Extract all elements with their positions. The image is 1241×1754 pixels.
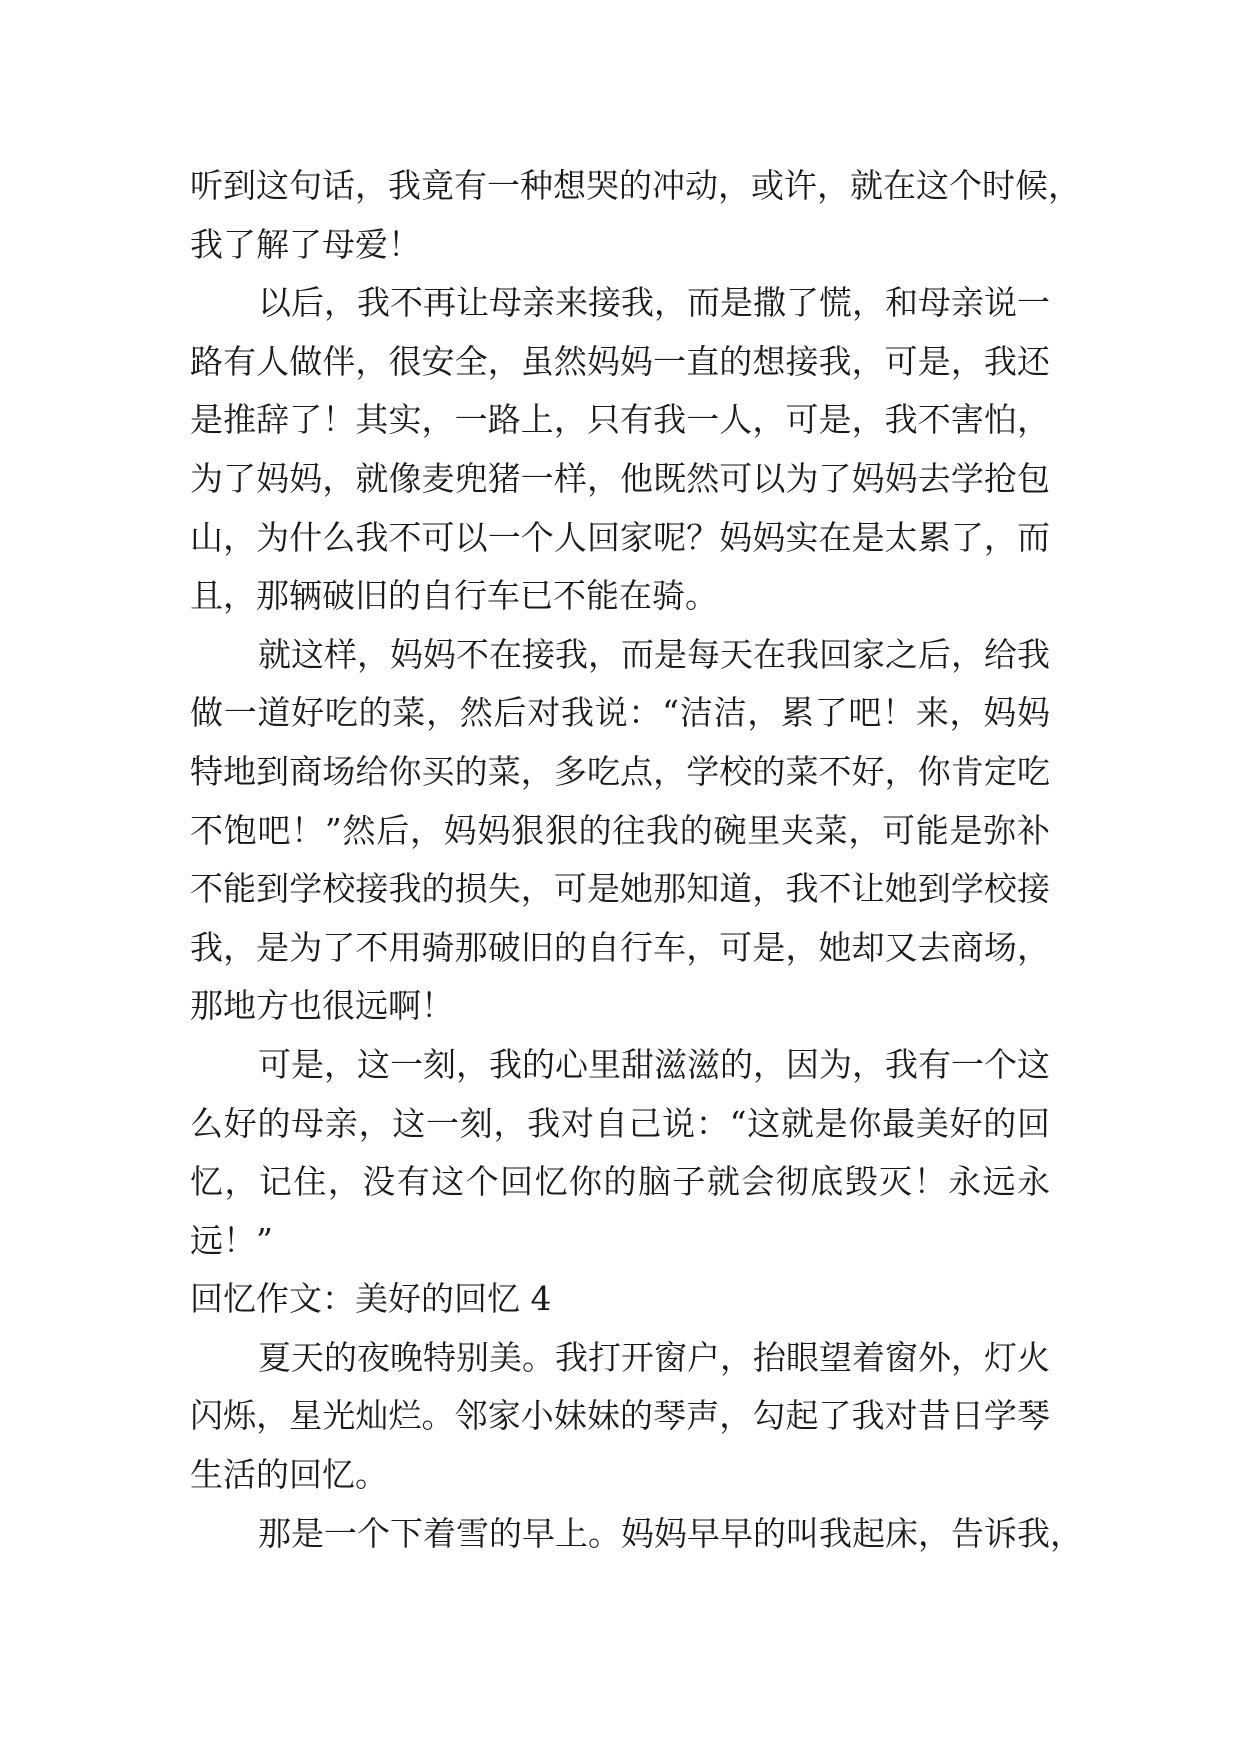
- text-line: 远！”: [190, 1220, 273, 1260]
- text-line: 山，为什么我不可以一个人回家呢？妈妈实在是太累了，而: [190, 517, 1050, 557]
- text-line: 闪烁，星光灿烂。邻家小妹妹的琴声，勾起了我对昔日学琴: [190, 1396, 1050, 1436]
- paragraph-start-line: 那是一个下着雪的早上。妈妈早早的叫我起床，告诉我，: [258, 1513, 1083, 1553]
- text-line: 不能到学校接我的损失，可是她那知道，我不让她到学校接: [190, 869, 1050, 909]
- section-heading: 回忆作文：美好的回忆 4: [190, 1279, 552, 1319]
- text-line: 为了妈妈，就像麦兜猪一样，他既然可以为了妈妈去学抢包: [190, 458, 1050, 498]
- paragraph-start-line: 以后，我不再让母亲来接我，而是撒了慌，和母亲说一: [258, 283, 1050, 323]
- text-line: 路有人做伴，很安全，虽然妈妈一直的想接我，可是，我还: [190, 341, 1050, 381]
- text-line: 忆，记住，没有这个回忆你的脑子就会彻底毁灭！永远永: [190, 1162, 1050, 1202]
- text-line: 特地到商场给你买的菜，多吃点，学校的菜不好，你肯定吃: [190, 751, 1050, 791]
- paragraph-start-line: 可是，这一刻，我的心里甜滋滋的，因为，我有一个这: [258, 1044, 1050, 1084]
- text-line: 么好的母亲，这一刻，我对自己说：“这就是你最美好的回: [190, 1103, 1050, 1143]
- text-line: 是推辞了！其实，一路上，只有我一人，可是，我不害怕，: [190, 400, 1050, 440]
- document-page: [190, 157, 1083, 1563]
- text-line: 不饱吧！”然后，妈妈狠狠的往我的碗里夹菜，可能是弥补: [190, 810, 1050, 850]
- text-line: 我，是为了不用骑那破旧的自行车，可是，她却又去商场，: [190, 927, 1050, 967]
- paragraph-start-line: 就这样，妈妈不在接我，而是每天在我回家之后，给我: [258, 634, 1050, 674]
- text-line: 生活的回忆。: [190, 1455, 388, 1495]
- text-line: 且，那辆破旧的自行车已不能在骑。: [190, 576, 718, 616]
- text-line: 做一道好吃的菜，然后对我说：“洁洁，累了吧！来，妈妈: [190, 693, 1050, 733]
- text-line: 我了解了母爱！: [190, 224, 421, 264]
- text-line: 听到这句话，我竟有一种想哭的冲动，或许，就在这个时候，: [190, 166, 1081, 205]
- text-line: 那地方也很远啊！: [190, 986, 454, 1026]
- paragraph-start-line: 夏天的夜晚特别美。我打开窗户，抬眼望着窗外，灯火: [258, 1337, 1050, 1377]
